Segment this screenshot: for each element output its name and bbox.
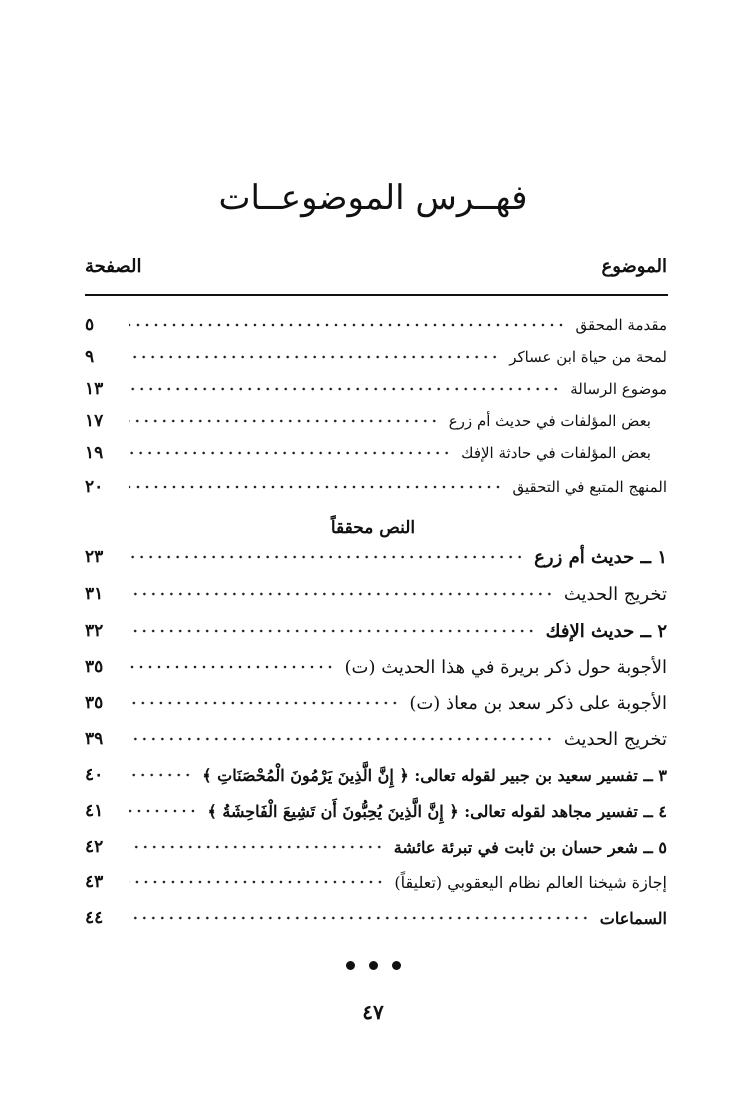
toc-entry-page: ٤٠ [85, 765, 104, 785]
toc-entry-intro[interactable] [85, 341, 667, 373]
toc-entry-title: بعض المؤلفات في حديث أم زرع [443, 412, 667, 430]
dot-leader [129, 578, 554, 610]
toc-entry-title: ٣ ــ تفسير سعيد بن جبير لقوله تعالى: ﴿ إِنَّ الَّذِينَ يَرْمُونَ الْمُحْصَنَاتِ ﴾ [196, 766, 667, 785]
toc-entry-intro[interactable] [85, 309, 667, 341]
toc-entry-title: مقدمة المحقق [569, 316, 667, 334]
toc-entry-intro[interactable] [85, 437, 667, 469]
toc-entry-intro[interactable] [85, 373, 667, 405]
toc-entry-page: ٣٢ [85, 621, 104, 641]
dot-leader [129, 615, 536, 647]
dot-leader [129, 373, 560, 405]
toc-entry-main[interactable] [85, 795, 667, 827]
toc-entry-intro[interactable] [85, 471, 667, 503]
dot-leader [129, 437, 451, 469]
header-rule [85, 294, 668, 296]
dot-leader [129, 759, 192, 791]
toc-entry-title: ١ ــ حديث أم زرع [528, 547, 667, 568]
toc-entry-main[interactable] [85, 615, 667, 647]
toc-entry-page: ١٧ [85, 411, 104, 431]
dot-leader [129, 405, 439, 437]
toc-entry-page: ٤١ [85, 801, 104, 821]
toc-entry-main[interactable] [85, 578, 667, 610]
toc-entry-page: ٤٤ [85, 908, 104, 928]
dot-leader [129, 651, 334, 683]
toc-entry-title: لمحة من حياة ابن عساكر [503, 348, 667, 366]
toc-entry-main[interactable] [85, 651, 667, 683]
toc-entry-main[interactable] [85, 687, 667, 719]
toc-entry-page: ٣٩ [85, 729, 104, 749]
dot-leader [129, 541, 524, 573]
toc-entry-title: تخريج الحديث [558, 729, 667, 750]
dot-leader [129, 795, 197, 827]
toc-entry-title: موضوع الرسالة [564, 380, 667, 398]
dot-leader [129, 831, 384, 863]
toc-entry-title: الأجوبة حول ذكر بريرة في هذا الحديث (ت) [338, 657, 667, 678]
page-title: فهــرس الموضوعــات [218, 178, 528, 218]
toc-entry-main[interactable] [85, 541, 667, 573]
toc-entry-title: ٥ ــ شعر حسان بن ثابت في تبرئة عائشة [388, 838, 667, 857]
toc-entry-title: ٢ ــ حديث الإفك [540, 621, 667, 642]
toc-entry-page: ١٣ [85, 379, 104, 399]
toc-entry-main[interactable] [85, 866, 667, 898]
toc-entry-title: بعض المؤلفات في حادثة الإفك [455, 444, 667, 462]
dot-leader [129, 723, 554, 755]
dot-leader [129, 902, 590, 934]
toc-entry-page: ١٩ [85, 443, 104, 463]
page-header: الصفحة [85, 256, 142, 277]
toc-entry-title: السماعات [594, 909, 667, 928]
toc-entry-title: إجازة شيخنا العالم نظام اليعقوبي (تعليقاً) [388, 873, 667, 892]
dot-leader [129, 309, 565, 341]
toc-entry-title: المنهج المتبع في التحقيق [506, 478, 667, 496]
toc-entry-page: ٩ [85, 347, 95, 367]
toc-entry-title: تخريج الحديث [558, 584, 667, 605]
dot-leader [129, 471, 502, 503]
toc-entry-page: ٣٥ [85, 693, 104, 713]
toc-entry-main[interactable] [85, 759, 667, 791]
toc-entry-title: ٤ ــ تفسير مجاهد لقوله تعالى: ﴿ إِنَّ الَّذِينَ يُحِبُّونَ أَن تَشِيعَ الْفَاحِشَةُ ﴾ [201, 802, 667, 821]
dot-leader [129, 866, 384, 898]
separator-dot [392, 961, 401, 970]
dot-leader [129, 341, 499, 373]
toc-entry-page: ٤٣ [85, 872, 104, 892]
dot-leader [129, 687, 399, 719]
toc-entry-main[interactable] [85, 723, 667, 755]
subject-header: الموضوع [601, 256, 667, 277]
toc-entry-title: الأجوبة على ذكر سعد بن معاذ (ت) [403, 693, 667, 714]
separator-dot [346, 961, 355, 970]
toc-entry-page: ٢٠ [85, 477, 104, 497]
toc-entry-page: ٣٥ [85, 657, 104, 677]
toc-entry-page: ٢٣ [85, 547, 104, 567]
toc-entry-intro[interactable] [85, 405, 667, 437]
separator-dot [369, 961, 378, 970]
section-heading: النص محققاً [330, 518, 416, 538]
toc-entry-page: ٣١ [85, 584, 104, 604]
section-separator [0, 955, 746, 974]
column-headers [85, 256, 667, 292]
toc-entry-main[interactable] [85, 902, 667, 934]
toc-entry-main[interactable] [85, 831, 667, 863]
toc-entry-page: ٤٢ [85, 837, 104, 857]
page-number: ٤٧ [362, 1000, 384, 1024]
toc-entry-page: ٥ [85, 315, 95, 335]
